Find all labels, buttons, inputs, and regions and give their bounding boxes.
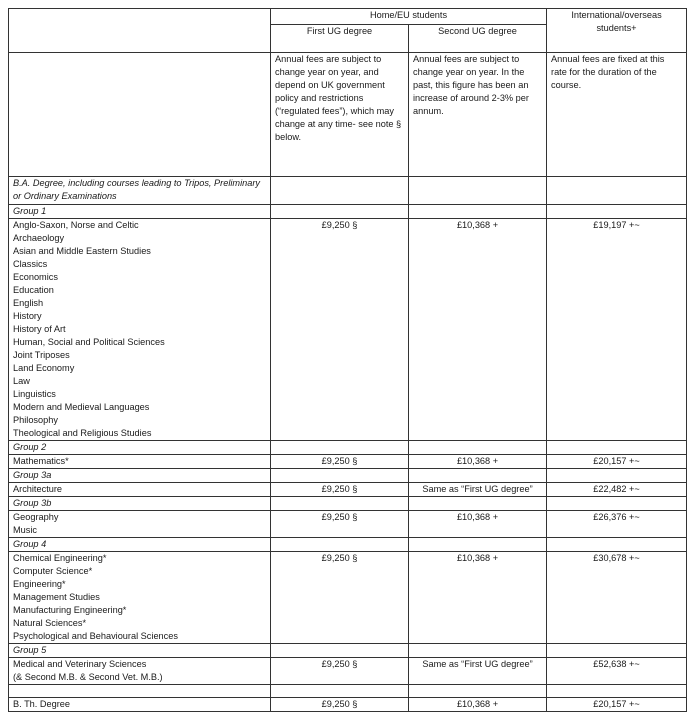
subject-item: Anglo-Saxon, Norse and Celtic xyxy=(13,220,139,230)
spacer-cell xyxy=(409,685,547,698)
group-header-empty-cell xyxy=(409,497,547,511)
degree-label: B. Th. Degree xyxy=(9,698,271,712)
group-header-empty-cell xyxy=(271,497,409,511)
subject-item: Linguistics xyxy=(13,389,56,399)
group-name: Group 5 xyxy=(9,644,271,658)
group-header-empty-cell xyxy=(547,469,687,483)
subject-item: Modern and Medieval Languages xyxy=(13,402,150,412)
fees-table xyxy=(8,8,687,712)
group-header-empty-cell xyxy=(409,441,547,455)
spacer-row xyxy=(9,685,687,698)
table-row xyxy=(9,698,687,712)
subject-item: Mathematics* xyxy=(13,456,69,466)
first-ug-fee: £9,250 § xyxy=(271,698,409,712)
header-row-1 xyxy=(9,9,687,25)
subject-item: Classics xyxy=(13,259,48,269)
group-header-empty-cell xyxy=(271,441,409,455)
subject-item: Law xyxy=(13,376,30,386)
table-row xyxy=(9,455,687,469)
home-eu-header: Home/EU students xyxy=(271,9,547,25)
subject-item: Archaeology xyxy=(13,233,65,243)
first-ug-fee: £9,250 § xyxy=(271,658,409,685)
section-empty-cell xyxy=(409,177,547,205)
subject-item: Human, Social and Political Sciences xyxy=(13,337,165,347)
table-row xyxy=(9,511,687,538)
second-ug-fee: £10,368 + xyxy=(409,698,547,712)
second-ug-fee: £10,368 + xyxy=(409,511,547,538)
subject-item: Music xyxy=(13,525,37,535)
international-fee: £20,157 +~ xyxy=(547,698,687,712)
second-ug-fee: Same as “First UG degree” xyxy=(409,483,547,497)
subject-item: Manufacturing Engineering* xyxy=(13,605,127,615)
first-ug-fee: £9,250 § xyxy=(271,455,409,469)
second-ug-header: Second UG degree xyxy=(409,25,547,53)
international-fee: £26,376 +~ xyxy=(547,511,687,538)
spacer-cell xyxy=(547,685,687,698)
first-ug-fee: £9,250 § xyxy=(271,552,409,644)
subject-item: (& Second M.B. & Second Vet. M.B.) xyxy=(13,672,163,682)
subject-item: Theological and Religious Studies xyxy=(13,428,152,438)
international-header: International/overseas students+ xyxy=(547,9,687,53)
subject-item: History xyxy=(13,311,42,321)
international-fee: £52,638 +~ xyxy=(547,658,687,685)
subject-item: Engineering* xyxy=(13,579,66,589)
subject-item: Philosophy xyxy=(13,415,58,425)
subject-item: Psychological and Behavioural Sciences xyxy=(13,631,178,641)
group-header-empty-cell xyxy=(547,538,687,552)
section-title: B.A. Degree, including courses leading to Tripos, Preliminary or Ordinary Examinations xyxy=(9,177,271,205)
notes-row xyxy=(9,53,687,177)
spacer-cell xyxy=(9,685,271,698)
group-header-row xyxy=(9,469,687,483)
section-empty-cell xyxy=(271,177,409,205)
group-header-row xyxy=(9,441,687,455)
international-note: Annual fees are fixed at this rate for the duration of the course. xyxy=(547,53,687,177)
second-ug-fee: £10,368 + xyxy=(409,552,547,644)
group-header-row xyxy=(9,497,687,511)
section-empty-cell xyxy=(547,177,687,205)
group-header-row xyxy=(9,538,687,552)
group-header-empty-cell xyxy=(547,441,687,455)
subject-list xyxy=(9,483,271,497)
international-fee: £22,482 +~ xyxy=(547,483,687,497)
international-fee: £20,157 +~ xyxy=(547,455,687,469)
table-row xyxy=(9,483,687,497)
first-ug-fee: £9,250 § xyxy=(271,219,409,441)
subject-item: Architecture xyxy=(13,484,63,494)
subject-item: Management Studies xyxy=(13,592,100,602)
subject-item: History of Art xyxy=(13,324,66,334)
group-header-empty-cell xyxy=(547,205,687,219)
first-ug-fee: £9,250 § xyxy=(271,483,409,497)
group-header-empty-cell xyxy=(409,644,547,658)
subject-item: Asian and Middle Eastern Studies xyxy=(13,246,151,256)
international-fee: £30,678 +~ xyxy=(547,552,687,644)
subject-item: English xyxy=(13,298,44,308)
second-ug-note: Annual fees are subject to change year on year. In the past, this figure has been an increase of around 2-3% per annum. xyxy=(409,53,547,177)
header-corner xyxy=(9,9,271,53)
group-name: Group 2 xyxy=(9,441,271,455)
group-header-empty-cell xyxy=(409,469,547,483)
subject-list xyxy=(9,552,271,644)
subject-item: Economics xyxy=(13,272,58,282)
group-name: Group 1 xyxy=(9,205,271,219)
second-ug-fee: Same as “First UG degree” xyxy=(409,658,547,685)
group-name: Group 4 xyxy=(9,538,271,552)
international-fee: £19,197 +~ xyxy=(547,219,687,441)
subject-item: Chemical Engineering* xyxy=(13,553,107,563)
first-ug-fee: £9,250 § xyxy=(271,511,409,538)
subject-list xyxy=(9,219,271,441)
first-ug-note: Annual fees are subject to change year on year, and depend on UK government policy and restrictions (“regulated fees”), which may change at any time- see note § below. xyxy=(271,53,409,177)
table-row xyxy=(9,552,687,644)
spacer-cell xyxy=(271,685,409,698)
subject-item: Natural Sciences* xyxy=(13,618,87,628)
subject-item: Education xyxy=(13,285,54,295)
group-header-row xyxy=(9,205,687,219)
group-header-empty-cell xyxy=(271,644,409,658)
table-row xyxy=(9,219,687,441)
group-name: Group 3b xyxy=(9,497,271,511)
group-header-empty-cell xyxy=(271,205,409,219)
group-name: Group 3a xyxy=(9,469,271,483)
group-header-empty-cell xyxy=(409,538,547,552)
group-header-empty-cell xyxy=(271,469,409,483)
second-ug-fee: £10,368 + xyxy=(409,219,547,441)
subject-list xyxy=(9,658,271,685)
notes-row-label xyxy=(9,53,271,177)
group-header-row xyxy=(9,644,687,658)
subject-list xyxy=(9,511,271,538)
subject-item: Computer Science* xyxy=(13,566,93,576)
subject-item: Geography xyxy=(13,512,59,522)
group-header-empty-cell xyxy=(547,497,687,511)
second-ug-fee: £10,368 + xyxy=(409,455,547,469)
section-row xyxy=(9,177,687,205)
subject-item: Land Economy xyxy=(13,363,75,373)
subject-list xyxy=(9,455,271,469)
subject-item: Medical and Veterinary Sciences xyxy=(13,659,147,669)
group-header-empty-cell xyxy=(271,538,409,552)
group-header-empty-cell xyxy=(547,644,687,658)
subject-item: Joint Triposes xyxy=(13,350,70,360)
table-row xyxy=(9,658,687,685)
group-header-empty-cell xyxy=(409,205,547,219)
first-ug-header: First UG degree xyxy=(271,25,409,53)
